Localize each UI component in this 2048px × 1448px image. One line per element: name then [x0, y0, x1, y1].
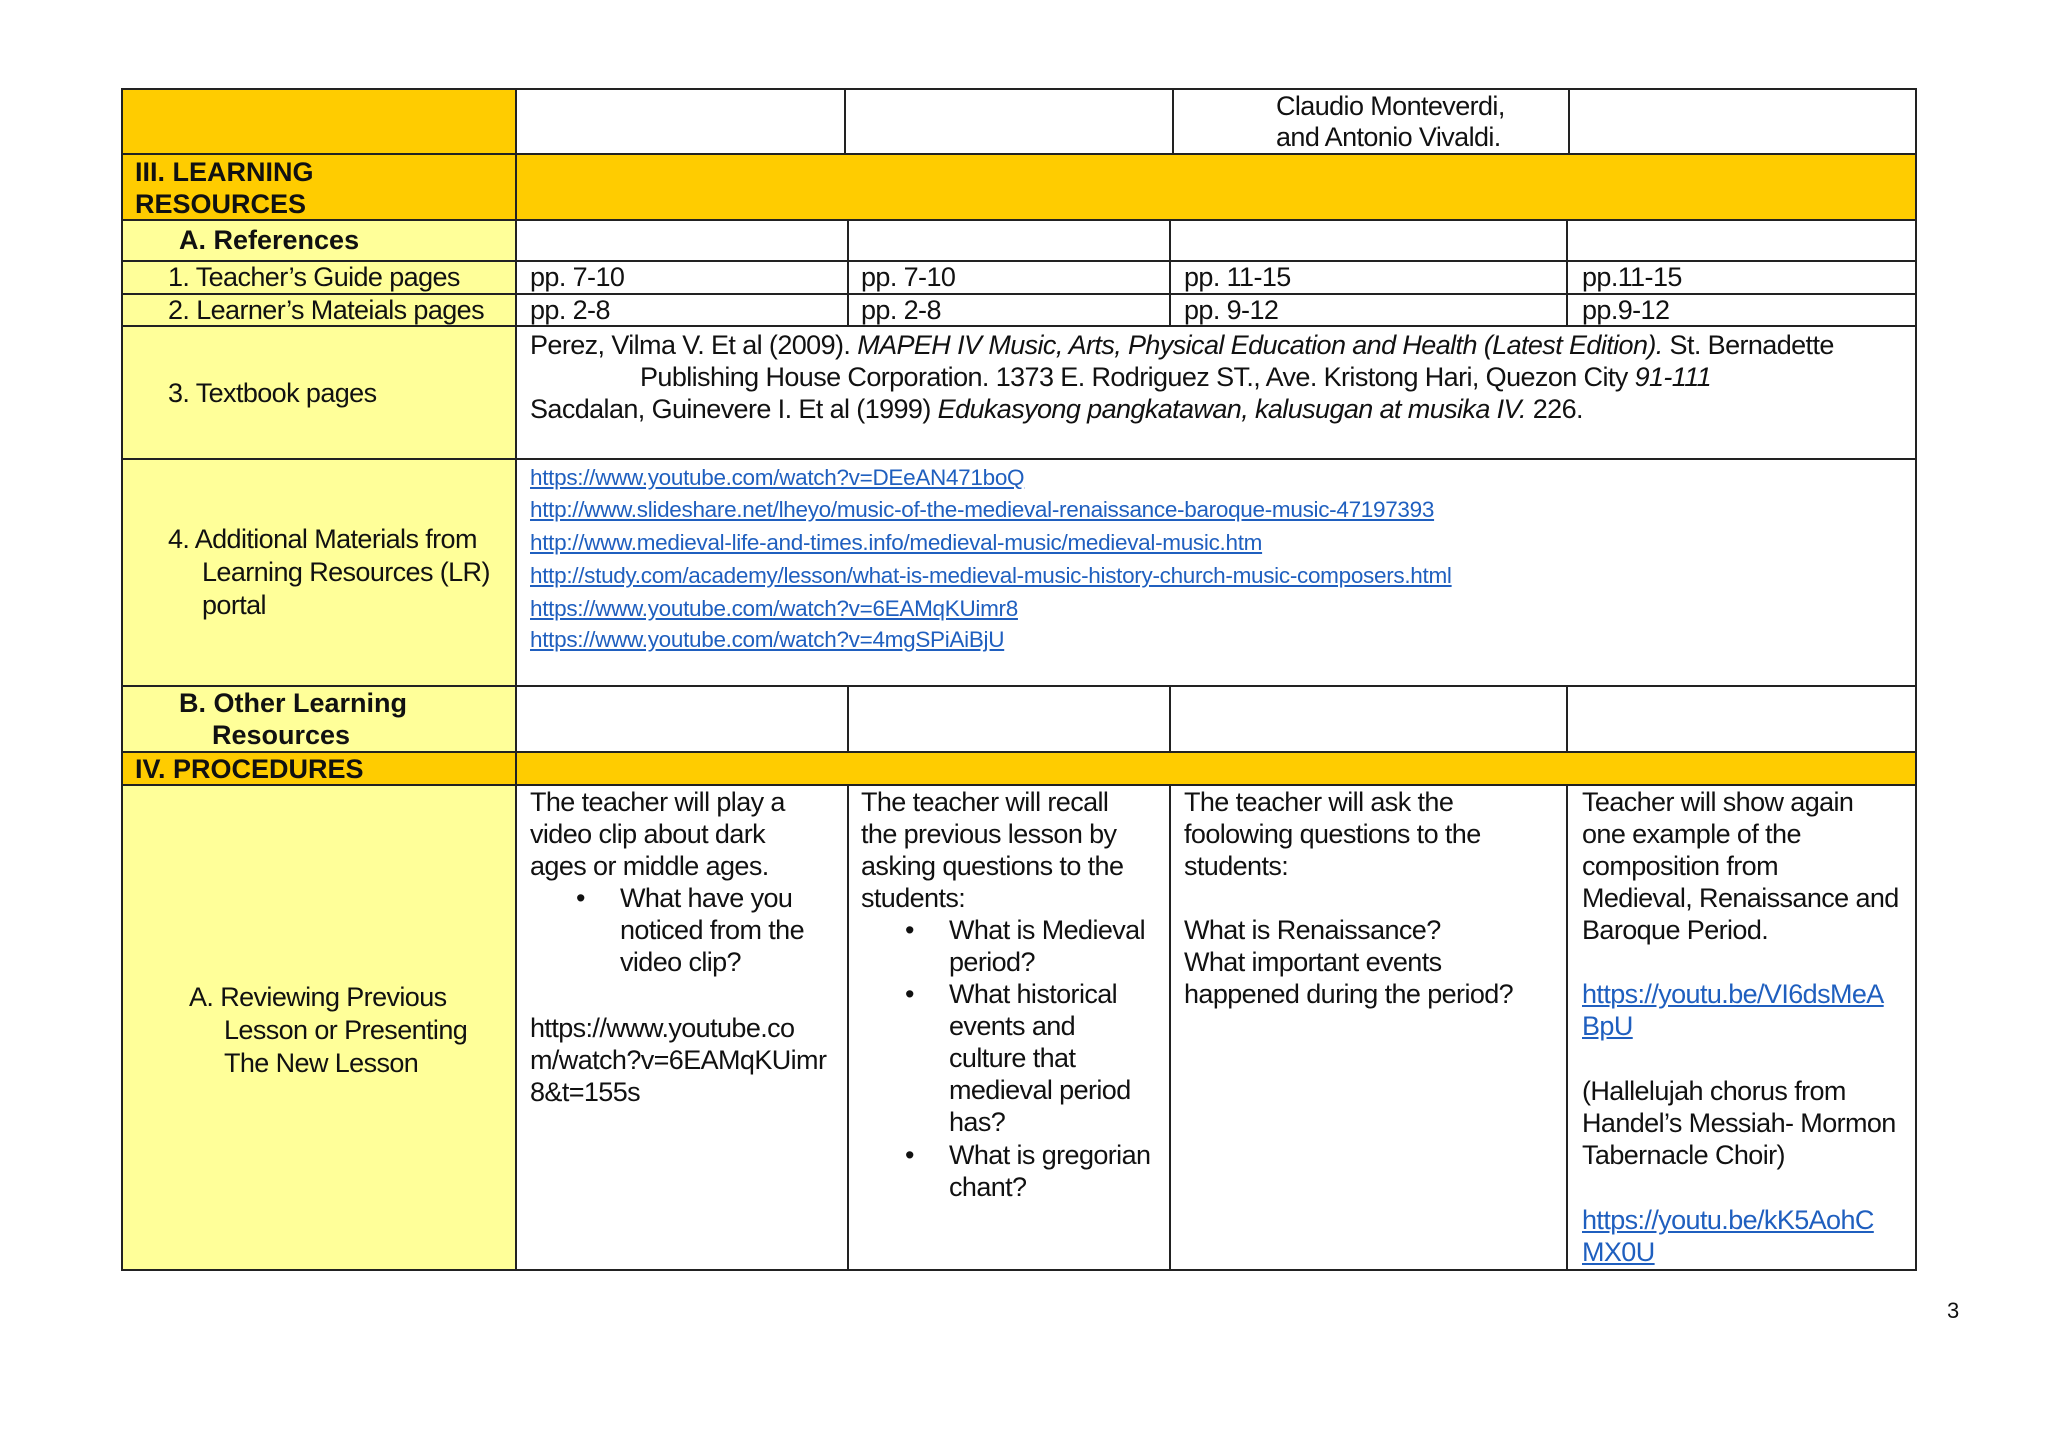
review-question: happened during the period? — [1184, 979, 1514, 1009]
procedures-heading-band — [515, 751, 1917, 786]
other-resources-cell — [1169, 685, 1568, 753]
learners-materials-label: 2. Learner’s Mateials pages — [168, 295, 485, 325]
review-question: video clip? — [620, 947, 741, 977]
teachers-guide-cell — [847, 260, 1171, 295]
references-cell-3 — [1169, 219, 1568, 262]
top-cell-col4 — [1568, 88, 1917, 155]
review-text: asking questions to the — [861, 851, 1124, 881]
other-resources-cell — [1566, 685, 1917, 753]
references-label: A. References — [179, 225, 360, 255]
other-resources-label-line1: B. Other Learning — [179, 688, 408, 718]
top-cell-col2 — [844, 88, 1174, 155]
additional-materials-links-cell — [515, 458, 1917, 687]
review-activity-cell-4 — [1566, 784, 1917, 1271]
review-label-line3: The New Lesson — [224, 1048, 419, 1078]
review-question: period? — [949, 947, 1035, 977]
review-text: The teacher will play a — [530, 787, 785, 817]
additional-materials-label-line3: portal — [202, 590, 266, 620]
teachers-guide-cell — [1169, 260, 1568, 295]
teachers-guide-value: pp.11-15 — [1582, 262, 1682, 292]
composer-line-1: Claudio Monteverdi, — [1276, 91, 1505, 121]
review-question: What is gregorian — [949, 1140, 1151, 1170]
bullet-icon: • — [905, 1140, 914, 1170]
review-label-line2: Lesson or Presenting — [224, 1015, 468, 1045]
resource-link[interactable]: http://study.com/academy/lesson/what-is-medieval-music-history-church-music-composers.html — [530, 563, 1452, 588]
review-question: medieval period — [949, 1075, 1131, 1105]
review-question: What important events — [1184, 947, 1442, 977]
review-activity-cell-1 — [515, 784, 849, 1271]
youtube-link[interactable]: https://youtu.be/kK5AohC — [1582, 1205, 1874, 1235]
review-text: video clip about dark — [530, 819, 766, 849]
references-cell-4 — [1566, 219, 1917, 262]
review-note: Handel’s Messiah- Mormon — [1582, 1108, 1896, 1138]
review-note: Tabernacle Choir) — [1582, 1140, 1785, 1170]
review-text: Baroque Period. — [1582, 915, 1769, 945]
learners-materials-value: pp.9-12 — [1582, 295, 1670, 325]
youtube-link[interactable]: BpU — [1582, 1011, 1633, 1041]
other-resources-cell — [515, 685, 849, 753]
teachers-guide-cell — [515, 260, 849, 295]
review-text: composition from — [1582, 851, 1778, 881]
review-question: chant? — [949, 1172, 1027, 1202]
review-question: events and — [949, 1011, 1076, 1041]
resource-link[interactable]: https://www.youtube.com/watch?v=6EAMqKUimr8 — [530, 596, 1018, 621]
other-resources-cell — [847, 685, 1171, 753]
youtube-link[interactable]: MX0U — [1582, 1237, 1655, 1267]
review-text: one example of the — [1582, 819, 1801, 849]
textbook-reference-1: Perez, Vilma V. Et al (2009). MAPEH IV Music, Arts, Physical Education and Health (Latest Edition). St. Bernadette — [530, 330, 1834, 360]
review-text: The teacher will recall — [861, 787, 1109, 817]
resource-link[interactable]: https://www.youtube.com/watch?v=4mgSPiAiBjU — [530, 627, 1005, 652]
learners-materials-value: pp. 2-8 — [861, 295, 941, 325]
review-text: students: — [861, 883, 966, 913]
textbook-references-cell — [515, 325, 1917, 460]
learners-materials-label-cell — [121, 293, 517, 327]
references-cell-1 — [515, 219, 849, 262]
composer-line-2: and Antonio Vivaldi. — [1276, 122, 1501, 152]
learners-materials-value: pp. 9-12 — [1184, 295, 1279, 325]
resource-link[interactable]: http://www.medieval-life-and-times.info/medieval-music/medieval-music.htm — [530, 530, 1263, 555]
bullet-icon: • — [905, 979, 914, 1009]
textbook-reference-2: Sacdalan, Guinevere I. Et al (1999) Edukasyong pangkatawan, kalusugan at musika IV. 226. — [530, 394, 1583, 424]
review-activity-cell-2 — [847, 784, 1171, 1271]
learning-resources-heading-cell — [121, 153, 517, 221]
teachers-guide-label: 1. Teacher’s Guide pages — [168, 262, 460, 292]
review-activity-cell-3 — [1169, 784, 1568, 1271]
youtube-link[interactable]: https://youtu.be/VI6dsMeA — [1582, 979, 1884, 1009]
review-label-cell — [121, 784, 517, 1271]
additional-materials-label-line1: 4. Additional Materials from — [168, 524, 477, 554]
learners-materials-cell — [1566, 293, 1917, 327]
top-cell-col3 — [1172, 88, 1570, 155]
review-text: students: — [1184, 851, 1289, 881]
teachers-guide-label-cell — [121, 260, 517, 295]
review-text: ages or middle ages. — [530, 851, 769, 881]
learners-materials-cell — [1169, 293, 1568, 327]
textbook-reference-1-cont: Publishing House Corporation. 1373 E. Rodriguez ST., Ave. Kristong Hari, Quezon City 91-111 — [640, 362, 1712, 392]
review-question: What is Medieval — [949, 915, 1145, 945]
resource-link[interactable]: https://www.youtube.com/watch?v=DEeAN471boQ — [530, 465, 1025, 490]
learners-materials-cell — [515, 293, 849, 327]
textbook-label: 3. Textbook pages — [168, 378, 377, 408]
resource-link[interactable]: http://www.slideshare.net/lheyo/music-of-the-medieval-renaissance-baroque-music-47197393 — [530, 497, 1435, 522]
review-text: The teacher will ask the — [1184, 787, 1454, 817]
other-resources-label-cell — [121, 685, 517, 753]
review-text: the previous lesson by — [861, 819, 1117, 849]
review-question: What is Renaissance? — [1184, 915, 1441, 945]
teachers-guide-value: pp. 7-10 — [530, 262, 625, 292]
review-question: has? — [949, 1107, 1006, 1137]
other-resources-label-line2: Resources — [212, 720, 351, 750]
bullet-icon: • — [905, 915, 914, 945]
procedures-heading: IV. PROCEDURES — [135, 754, 364, 784]
review-question: What have you — [620, 883, 793, 913]
additional-materials-label-line2: Learning Resources (LR) — [202, 557, 490, 587]
learning-resources-heading-band — [515, 153, 1917, 221]
review-note: (Hallelujah chorus from — [1582, 1076, 1846, 1106]
learning-resources-heading-line1: III. LEARNING — [135, 157, 314, 187]
teachers-guide-cell — [1566, 260, 1917, 295]
references-label-cell — [121, 219, 517, 262]
procedures-heading-cell — [121, 751, 517, 786]
page-number: 3 — [1947, 1298, 1960, 1323]
video-url[interactable]: m/watch?v=6EAMqKUimr — [530, 1045, 827, 1075]
additional-materials-label-cell — [121, 458, 517, 687]
review-text: Medieval, Renaissance and — [1582, 883, 1899, 913]
top-cell-col1 — [515, 88, 846, 155]
review-question: culture that — [949, 1043, 1076, 1073]
references-cell-2 — [847, 219, 1171, 262]
review-text: Teacher will show again — [1582, 787, 1854, 817]
review-question: What historical — [949, 979, 1118, 1009]
bullet-icon: • — [576, 883, 585, 913]
learning-resources-heading-line2: RESOURCES — [135, 189, 307, 219]
review-text: foolowing questions to the — [1184, 819, 1481, 849]
teachers-guide-value: pp. 7-10 — [861, 262, 956, 292]
learners-materials-cell — [847, 293, 1171, 327]
learners-materials-value: pp. 2-8 — [530, 295, 610, 325]
top-label-cell — [121, 88, 517, 155]
review-label-line1: A. Reviewing Previous — [189, 982, 447, 1012]
video-url[interactable]: 8&t=155s — [530, 1077, 641, 1107]
video-url[interactable]: https://www.youtube.co — [530, 1013, 795, 1043]
teachers-guide-value: pp. 11-15 — [1184, 262, 1291, 292]
textbook-label-cell — [121, 325, 517, 460]
review-question: noticed from the — [620, 915, 805, 945]
